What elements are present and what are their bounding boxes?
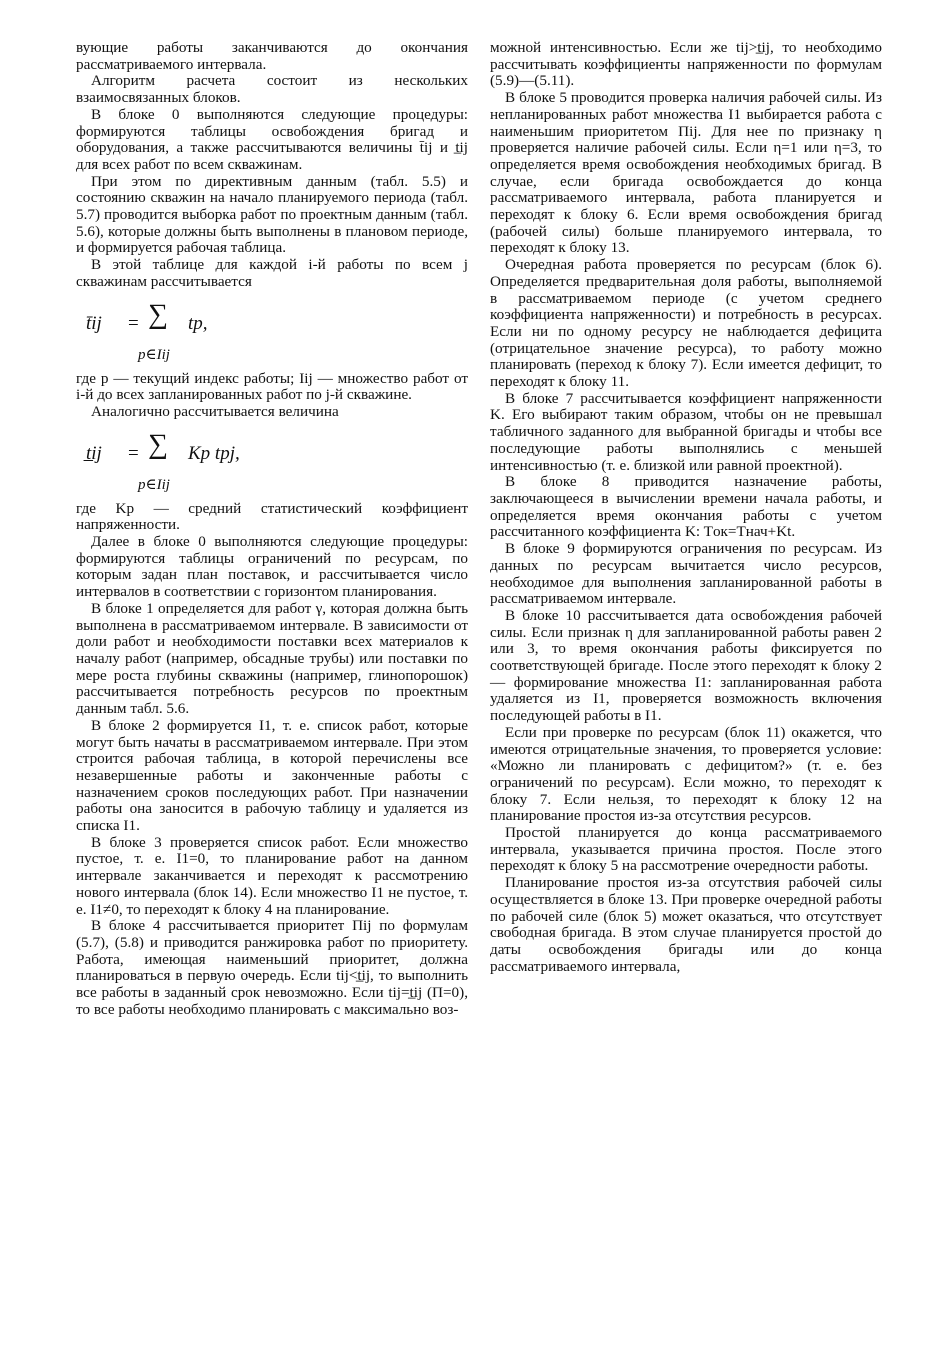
paragraph: В блоке 8 приводится назначение работы, заключающееся в вычислении времени начала работы, и определяется время окончания работы с учетом рассчитанного коэффициента K: Tок=Tнач+Kt. xyxy=(490,473,882,541)
formula-t-lower xyxy=(76,428,468,497)
paragraph: можной интенсивностью. Если же tij>t̲ij, то необходимо рассчитывать коэффициенты напряженности по формулам (5.9)—(5.11). xyxy=(490,39,882,90)
paragraph: В блоке 9 формируются ограничения по ресурсам. Из данных по ресурсам вычитается число ресурсов, необходимое для выполнения запланированной работы в рассматриваемом интервале. xyxy=(490,540,882,608)
formula-equals: = xyxy=(128,442,139,464)
formula-lhs: t̄ij xyxy=(86,312,102,334)
paragraph: При этом по директивным данным (табл. 5.5) и состоянию скважин на начало планируемого периода (табл. 5.7) проводится выборка работ по проектным данным (табл. 5.6), которые должны быть выполнены в плановом периоде, и формируется рабочая таблица. xyxy=(76,172,468,257)
paragraph: В блоке 0 выполняются следующие процедуры: формируются таблицы освобождения бригад и оборудования, а также рассчитываются величины t̄ij и t̲ij для всех работ по всем скважинам. xyxy=(76,105,468,173)
formula-term: Kp tpj, xyxy=(188,442,240,464)
paragraph: где Kp — средний статистический коэффициент напряженности. xyxy=(76,499,468,534)
paragraph: Простой планируется до конца рассматриваемого интервала, указывается причина простоя. После этого переходят к блоку 5 на рассмотрение очередности работы. xyxy=(490,824,882,875)
formula-subscript: p∈Iij xyxy=(138,346,170,363)
paragraph: В блоке 2 формируется I1, т. е. список работ, которые могут быть начаты в рассматриваемом интервале. При этом строится рабочая таблица, в которой перечислены все незавершенные работы и законченные работы с назначением сроков последующих работ. При назначении работы она заносится в рабочую таблицу и удаляется из списка I1. xyxy=(76,716,468,835)
formula-equals: = xyxy=(128,312,139,334)
paragraph: вующие работы заканчиваются до окончания рассматриваемого интервала. xyxy=(76,39,468,73)
paragraph: Аналогично рассчитывается величина xyxy=(91,402,339,420)
sum-symbol: ∑ xyxy=(148,298,168,330)
paragraph: Алгоритм расчета состоит из нескольких взаимосвязанных блоков. xyxy=(76,72,468,107)
formula-term: tp, xyxy=(188,312,208,334)
paragraph: В блоке 1 определяется для работ γ, которая должна быть выполнена в рассматриваемом интервале. В зависимости от доли работ и необходимости поставки всех материалов к началу работ (например, обсадные трубы) или поставки по мере роста глубины скважины (например, глинопорошок) рассчитывается потребность ресурсов по проектным данным табл. 5.6. xyxy=(76,599,468,718)
right-column xyxy=(490,40,882,975)
paragraph: Очередная работа проверяется по ресурсам (блок 6). Определяется предварительная доля работы, выполняемой в рассматриваемом периоде (с учетом среднего коэффициента напряженности) и потребность в ресурсах. Если ни по одному ресурсу не наблюдается дефицита (отрицательное значение ресурса), то работу можно планировать (переход к блоку 7). Если имеется дефицит, то переходят к блоку 11. xyxy=(490,256,882,391)
formula-lhs: t̲ij xyxy=(86,442,102,464)
paragraph: В блоке 10 рассчитывается дата освобождения рабочей силы. Если признак η для запланированной работы равен 2 или 3, то время окончания работы фиксируется по соответствующей бригаде. После этого переходят к блоку 2 — формирование множества I1: запланированная работа удаляется из I1, проверяется возможность включения последующей работы в I1. xyxy=(490,606,882,725)
paragraph: В блоке 4 рассчитывается приоритет Пij по формулам (5.7), (5.8) и приводится ранжировка работ по приоритету. Работа, имеющая наименьший приоритет, должна планироваться в первую очередь. Если tij<t̲ij, то выполнить все работы в заданный срок невозможно. Если tij=t̲ij (П=0), то все работы необходимо планировать с максимально воз- xyxy=(76,917,468,1018)
paragraph: Планирование простоя из-за отсутствия рабочей силы осуществляется в блоке 13. При проверке очередной работы по рабочей силе (блок 5) может оказаться, что отсутствует свободная бригада. В этом случае планируется простой до даты освобождения бригады или до конца рассматриваемого интервала, xyxy=(490,874,882,975)
paragraph: В этой таблице для каждой i-й работы по всем j скважинам рассчитывается xyxy=(76,256,468,290)
sum-symbol: ∑ xyxy=(148,428,168,460)
left-column xyxy=(76,40,468,1018)
paragraph: Далее в блоке 0 выполняются следующие процедуры: формируются таблицы ограничений по ресурсам, по которым задан план поставок, и рассчитывается число интервалов в соответствии с горизонтом планирования. xyxy=(76,533,468,601)
paragraph: где p — текущий индекс работы; Iij — множество работ от i-й до всех запланированных работ по j-й скважине. xyxy=(76,369,468,404)
paragraph: В блоке 3 проверяется список работ. Если множество пустое, т. е. I1=0, то планирование работ на данном интервале заканчивается и переходят к рассмотрению нового интервала (блок 14). Если множество I1 не пустое, т. е. I1≠0, то переходят к блоку 4 на планирование. xyxy=(76,833,468,918)
formula-t-upper xyxy=(76,298,468,367)
paragraph: В блоке 7 рассчитывается коэффициент напряженности K. Его выбирают таким образом, чтобы он не превышал табличного заданного для выбранной бригады и чтобы все последующие работы выполнялись с меньшей интенсивностью (т. е. близкой или равной проектной). xyxy=(490,389,882,474)
formula-subscript: p∈Iij xyxy=(138,476,170,493)
paragraph: В блоке 5 проводится проверка наличия рабочей силы. Из непланированных работ множества I1 выбирается работа с наименьшим приоритетом Пij. Для нее по признаку η проверяется наличие рабочей силы. Если η=1 или η=3, то определяется время освобождения необходимых бригад. В случае, если бригада освобождается до конца рассматриваемого интервала, работа планируется и переходят к блоку 6. Если время освобождения бригад (рабочей силы) больше планируемого интервала, то переходят к блоку 13. xyxy=(490,89,882,257)
paragraph: Если при проверке по ресурсам (блок 11) окажется, что имеются отрицательные значения, то проверяется условие: «Можно ли планировать с дефицитом?» (т. е. без ограничений по ресурсам). Если можно, то переходят к блоку 7. Если нельзя, то переходят к блоку 12 на планирование простоя из-за отсутствия ресурсов. xyxy=(490,723,882,825)
